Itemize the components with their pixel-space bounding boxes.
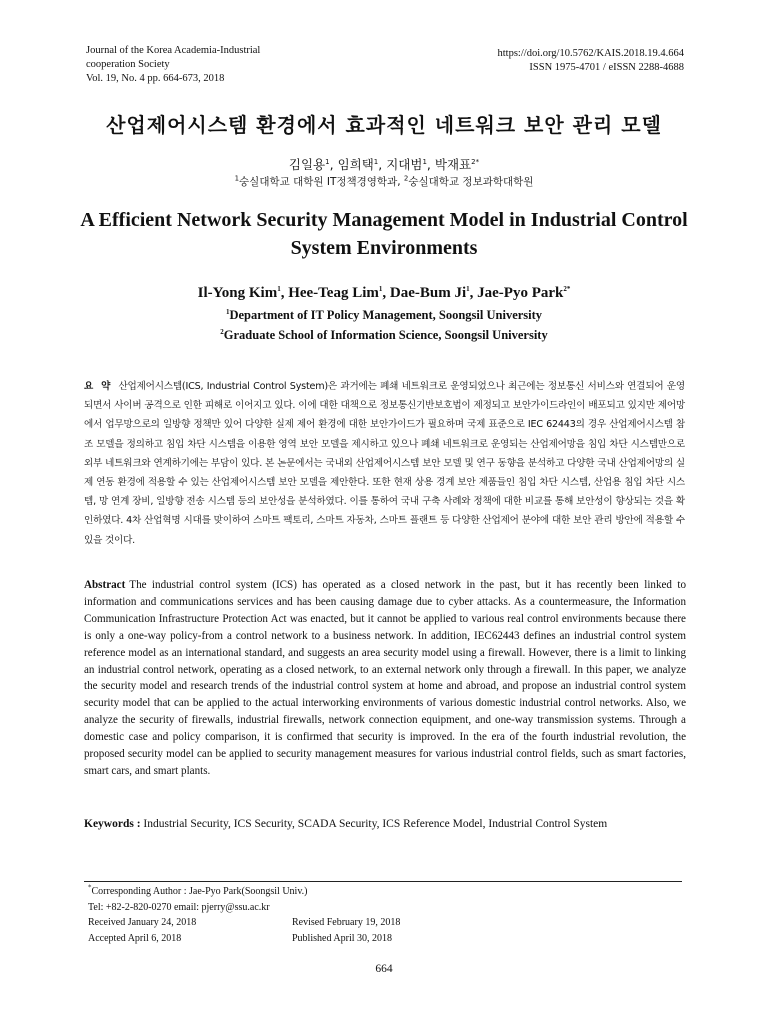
english-abstract-label: Abstract bbox=[84, 579, 126, 591]
published-date: Published April 30, 2018 bbox=[292, 932, 393, 944]
author-name: 지대범 bbox=[386, 157, 423, 172]
author-name: 박재표 bbox=[434, 157, 472, 172]
footnote bbox=[88, 884, 688, 946]
keywords bbox=[84, 816, 694, 832]
english-abstract bbox=[84, 577, 686, 780]
english-abstract-text: The industrial control system (ICS) has operated as a closed network in the past, but it has recently been linked to information and communications services and has been causing damage due to cyber attacks. As a countermeasure, the Information Communication Infrastructure Protection Act was enacted, but it cannot be applied to various real control environments because there is only a one-way policy-from a control network to a business network. In addition, IEC62443 defines an industrial control system reference model as an international standard, and suggests an area security model using a firewall. However, there is a limit to linking an industrial control network, operating as a closed network, to an external network only through a firewall. In this paper, we analyze the security model and research trends of the industrial control system at home and abroad, and propose an industrial control system security model that can be applied to the actual interworking environments of various domestic industrial control networks. Also, we analyze the security of firewalls, industrial firewalls, network connection equipment, and one-way transmission systems. Through a domestic case and policy comparison, it is confirmed that security is improved. In the era of the fourth industrial revolution, the proposed security model can be applied to security management measures for various industrial control fields, such as smart factories, smart cars, and smart plants. bbox=[84, 579, 686, 777]
english-affiliation-2 bbox=[60, 327, 708, 343]
author-name: Dae-Bum Ji bbox=[389, 285, 467, 301]
affiliation-text: Graduate School of Information Science, Soongsil University bbox=[223, 328, 548, 342]
author-sup: 1 bbox=[325, 157, 330, 166]
author-sup: 2* bbox=[563, 285, 571, 293]
author-name: 김일용 bbox=[288, 157, 326, 172]
author-sup: 1 bbox=[373, 157, 379, 166]
keywords-label: Keywords : bbox=[84, 818, 144, 830]
dates-row-1 bbox=[88, 915, 688, 931]
author-sup: 1 bbox=[466, 285, 470, 293]
korean-abstract bbox=[84, 377, 685, 550]
author-sup: 2* bbox=[471, 157, 480, 166]
author-sup: 1 bbox=[422, 157, 427, 166]
journal-name-line1: Journal of the Korea Academia-Industrial bbox=[86, 45, 261, 56]
corresponding-author bbox=[88, 884, 688, 900]
page-number: 664 bbox=[375, 963, 393, 975]
english-title: A Efficient Network Security Management Model in Industrial Control System Environments bbox=[80, 209, 688, 259]
keywords-text: Industrial Security, ICS Security, SCADA Security, ICS Reference Model, Industrial Control System bbox=[143, 818, 608, 830]
affiliation-text: 숭실대학교 정보과학대학원 bbox=[408, 176, 534, 188]
footnote-divider bbox=[84, 881, 682, 882]
affiliation-text: 숭실대학교 대학원 IT정책경영학과, bbox=[239, 176, 404, 188]
issn: ISSN 1975-4701 / eISSN 2288-4688 bbox=[529, 62, 684, 73]
doi-link[interactable]: https://doi.org/10.5762/KAIS.2018.19.4.664 bbox=[497, 48, 684, 59]
author-name: Il-Yong Kim bbox=[197, 285, 278, 301]
corresponding-sup: * bbox=[88, 883, 92, 892]
corresponding-text: Corresponding Author : Jae-Pyo Park(Soongsil Univ.) bbox=[91, 886, 308, 897]
korean-authors: 김일용$^1$, 임희택$^1$, 지대범$^1$, 박재표$^{2*}$ bbox=[288, 157, 480, 172]
contact-info: Tel: +82-2-820-0270 email: pjerry@ssu.ac.kr bbox=[88, 901, 270, 913]
journal-identifiers bbox=[364, 47, 684, 75]
korean-title: 산업제어시스템 환경에서 효과적인 네트워크 보안 관리 모델 bbox=[106, 113, 662, 137]
journal-volume: Vol. 19, No. 4 pp. 664-673, 2018 bbox=[86, 73, 225, 84]
affiliation-sup: 2 bbox=[403, 174, 409, 183]
affiliation-text: Department of IT Policy Management, Soongsil University bbox=[229, 308, 543, 322]
affiliation-sup: 1 bbox=[234, 174, 240, 183]
korean-abstract-text: 산업제어시스템(ICS, Industrial Control System)은 과거에는 폐쇄 네트워크로 운영되었으나 최근에는 정보통신 서비스와 연결되어 운영되면서 사이버 공격으로 인한 피해로 이어지고 있다. 이에 대한 대책으로 정보통신기반보호법이 제정되고 보안가이드라인이 배포되고 있지만 제어망에서 업무망으로의 일방향 정책만 있어 다양한 실제 제어 환경에 대한 보안가이드가 필요하며 국제 표준으로 IEC 62443의 경우 산업제어시스템 참조 모델을 정의하고 침입 차단 시스템을 이용한 영역 보안 모델을 제시하고 있으나 폐쇄 네트워크로 운영되는 산업제어망을 침입 차단 시스템만으로 외부 네트워크와 연계하기에는 부담이 있다. 본 논문에서는 국내외 산업제어시스템 보안 모델 및 연구 동향을 분석하고 다양한 국내 산업제어망의 실제 연동 환경에 적용할 수 있는 산업제어시스템 보안 모델을 제안한다. 또한 현재 상용 경계 보안 제품들인 침입 차단 시스템, 산업용 침입 차단 시스템, 망 연계 장비, 일방향 전송 시스템 등의 보안성을 분석하였다. 이를 통하여 국내 구축 사례와 정책에 대한 비교를 통해 보안성이 향상되는 것을 확인하였다. 4차 산업혁명 시대를 맞이하여 스마트 팩토리, 스마트 자동차, 스마트 플랜트 등 다양한 산업제어 분야에 대한 보안 관리 방안에 적용할 수 있을 것이다. bbox=[84, 381, 685, 546]
revised-date: Revised February 19, 2018 bbox=[292, 917, 401, 928]
dates-row-2 bbox=[88, 931, 688, 947]
author-sup: 1 bbox=[378, 285, 383, 293]
korean-abstract-label: 요 약 bbox=[84, 381, 113, 392]
korean-affiliations bbox=[60, 175, 708, 189]
accepted-date: Accepted April 6, 2018 bbox=[88, 932, 182, 944]
journal-name-line2: cooperation Society bbox=[86, 59, 170, 70]
english-affiliation-1 bbox=[60, 307, 708, 323]
received-date: Received January 24, 2018 bbox=[88, 917, 197, 928]
author-name: Hee-Teag Lim bbox=[288, 285, 379, 301]
author-sup: 1 bbox=[277, 285, 281, 293]
affiliation-sup: 1 bbox=[225, 307, 230, 316]
affiliation-sup: 2 bbox=[220, 327, 224, 336]
author-name: Jae-Pyo Park bbox=[477, 285, 564, 301]
journal-info bbox=[86, 44, 386, 86]
author-name: 임희택 bbox=[337, 157, 374, 172]
english-authors: Il-Yong Kim$^1$, Hee-Teag Lim$^1$, Dae-Bum Ji$^1$, Jae-Pyo Park$^{2*}$ bbox=[197, 285, 571, 301]
